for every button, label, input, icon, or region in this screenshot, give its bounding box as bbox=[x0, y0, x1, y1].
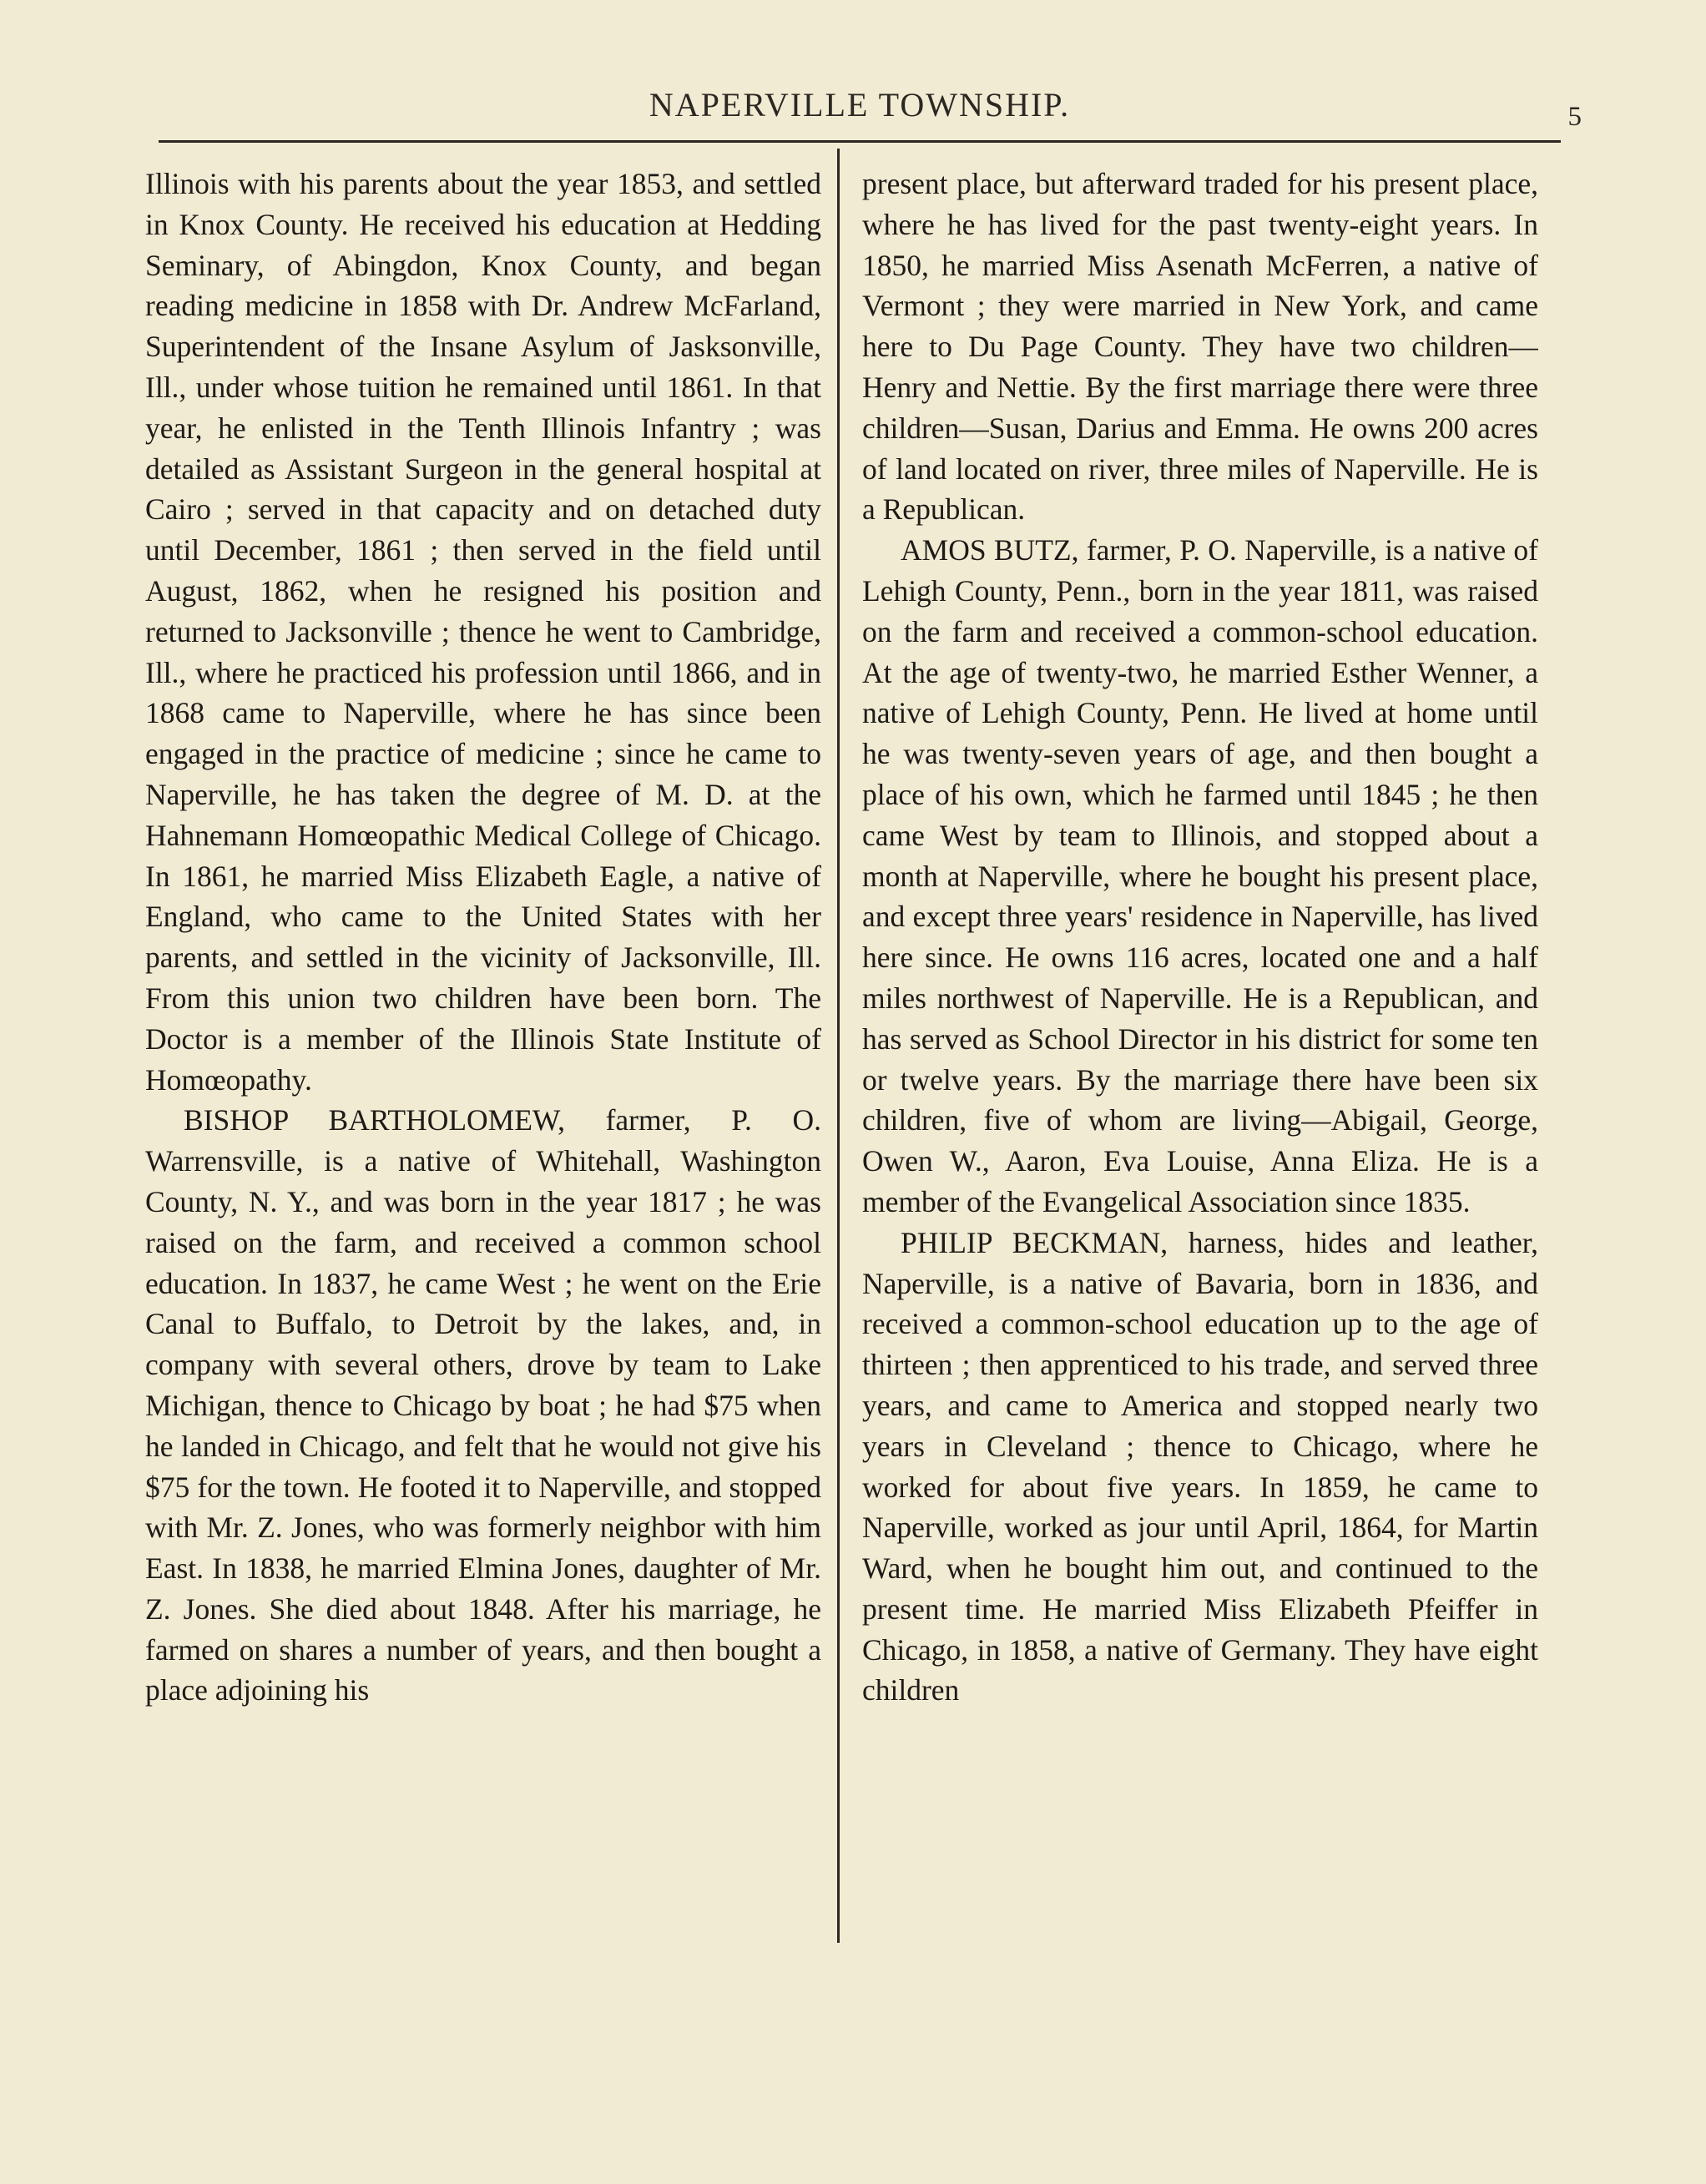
paragraph-continued-biography: Illinois with his parents about the year 1853, and settled in Knox County. He received his education at Hedding Seminary, of Abingdon, Knox County, and began reading medicine in 1858 with Dr. Andrew McFarland, Superintendent of the Insane Asylum of Jasksonville, Ill., under whose tuition he remained until 1861. In that year, he enlisted in the Tenth Illinois Infantry ; was detailed as Assistant Surgeon in the general hospital at Cairo ; served in that capacity and on detached duty until December, 1861 ; then served in the field until August, 1862, when he resigned his position and returned to Jacksonville ; thence he went to Cambridge, Ill., where he practiced his profession until 1866, and in 1868 came to Naperville, where he has since been engaged in the practice of medicine ; since he came to Naperville, he has taken the degree of M. D. at the Hahnemann Homœopathic Medical College of Chicago. In 1861, he married Miss Elizabeth Eagle, a native of England, who came to the United States with her parents, and settled in the vicinity of Jacksonville, Ill. From this union two children have been born. The Doctor is a member of the Illinois State Institute of Homœopathy. bbox=[145, 167, 821, 1097]
left-column bbox=[145, 164, 821, 1958]
header-rule bbox=[159, 140, 1561, 143]
right-column bbox=[862, 164, 1538, 1958]
paragraph-philip-beckman: PHILIP BECKMAN, harness, hides and leather, Naperville, is a native of Bavaria, born in 1836, and received a common-school education up to the age of thirteen ; then apprenticed to his trade, and served three years, and came to America and stopped nearly two years in Cleveland ; thence to Chicago, where he worked for about five years. In 1859, he came to Naperville, worked as jour until April, 1864, for Martin Ward, when he bought him out, and continued to the present time. He married Miss Elizabeth Pfeiffer in Chicago, in 1858, a native of Germany. They have eight children bbox=[862, 1225, 1538, 1707]
column-divider bbox=[837, 149, 840, 1943]
page-header bbox=[159, 83, 1582, 142]
paragraph-amos-butz: AMOS BUTZ, farmer, P. O. Naperville, is a native of Lehigh County, Penn., born in the year 1811, was raised on the farm and received a common-school education. At the age of twenty-two, he married Esther Wenner, a native of Lehigh County, Penn. He lived at home until he was twenty-seven years of age, and then bought a place of his own, which he farmed until 1845 ; he then came West by team to Illinois, and stopped about a month at Naperville, where he bought his present place, and except three years' residence in Naperville, has lived here since. He owns 116 acres, located one and a half miles northwest of Naperville. He is a Republican, and has served as School Director in his district for some ten or twelve years. By the marriage there have been six children, five of whom are living—Abigail, George, Owen W., Aaron, Eva Louise, Anna Eliza. He is a member of the Evangelical Association since 1835. bbox=[862, 533, 1538, 1218]
page-number: 5 bbox=[1567, 102, 1582, 132]
paragraph-bishop-bartholomew: BISHOP BARTHOLOMEW, farmer, P. O. Warrensville, is a native of Whitehall, Washington County, N. Y., and was born in the year 1817 ; he was raised on the farm, and received a common school education. In 1837, he came West ; he went on the Erie Canal to Buffalo, to Detroit by the lakes, and, in company with several others, drove by team to Lake Michigan, thence to Chicago by boat ; he had $75 when he landed in Chicago, and felt that he would not give his $75 for the town. He footed it to Naperville, and stopped with Mr. Z. Jones, who was formerly neighbor with him East. In 1838, he married Elmina Jones, daughter of Mr. Z. Jones. She died about 1848. After his marriage, he farmed on shares a number of years, and then bought a place adjoining his bbox=[145, 1103, 821, 1707]
paragraph-bartholomew-continued: present place, but afterward traded for his present place, where he has lived for the past twenty-eight years. In 1850, he married Miss Asenath McFerren, a native of Vermont ; they were married in New York, and came here to Du Page County. They have two children—Henry and Nettie. By the first marriage there were three children—Susan, Darius and Emma. He owns 200 acres of land located on river, three miles of Naperville. He is a Republican. bbox=[862, 167, 1538, 527]
running-head: NAPERVILLE TOWNSHIP. bbox=[649, 86, 1071, 124]
